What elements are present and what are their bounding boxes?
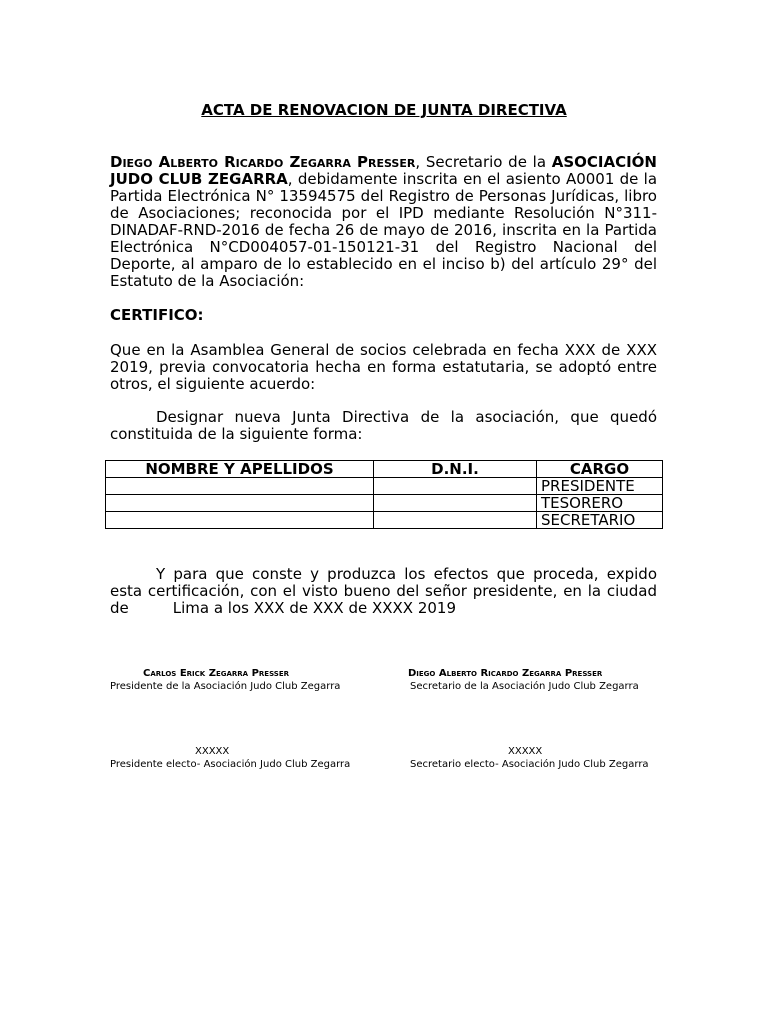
cell-dni — [374, 512, 537, 529]
secretary-role: Secretario de la Asociación Judo Club Zegarra — [410, 681, 639, 692]
cell-dni — [374, 478, 537, 495]
association-name: ASOCIACIÓN JUDO CLUB ZEGARRA — [110, 153, 657, 188]
cell-cargo: SECRETARIO — [537, 512, 663, 529]
certifico-heading: CERTIFICO: — [110, 306, 204, 324]
secretary-elect-name: XXXXX — [508, 746, 543, 757]
closing-place-date: Lima a los XXX de XXX de XXXX 2019 — [172, 599, 457, 617]
signature-secretary-elect — [410, 745, 670, 771]
cell-name — [106, 495, 374, 512]
secretary-sig-name: Diego Alberto Ricardo Zegarra Presser — [408, 668, 603, 679]
cell-cargo: TESORERO — [537, 495, 663, 512]
header-name: NOMBRE Y APELLIDOS — [106, 461, 374, 478]
signature-secretary — [408, 667, 668, 693]
assembly-paragraph: Que en la Asamblea General de socios celebrada en fecha XXX de XXX 2019, previa convocatoria hecha en forma estatutaria, se adoptó entre otros, el siguiente acuerdo: — [110, 341, 657, 393]
header-dni: D.N.I. — [374, 461, 537, 478]
signature-president-elect — [110, 745, 360, 771]
table-row — [106, 478, 663, 495]
president-name: Carlos Erick Zegarra Presser — [143, 668, 290, 679]
signature-president — [110, 667, 350, 693]
intro-text-1: , Secretario de la — [415, 153, 552, 171]
table-header-row — [106, 461, 663, 478]
table-row — [106, 495, 663, 512]
closing-text: Y para que conste y produzca los efectos que proceda, expido esta certificación, con el visto bueno del señor presidente, en la ciudad de — [110, 565, 657, 617]
cell-cargo: PRESIDENTE — [537, 478, 663, 495]
cell-dni — [374, 495, 537, 512]
secretary-elect-role: Secretario electo- Asociación Judo Club Zegarra — [410, 759, 649, 770]
closing-paragraph — [110, 566, 657, 617]
intro-paragraph — [110, 154, 657, 290]
president-role: Presidente de la Asociación Judo Club Zegarra — [110, 681, 341, 692]
cell-name — [106, 478, 374, 495]
intro-text-2: , debidamente inscrita en el asiento A0001 de la Partida Electrónica N° 13594575 del Registro de Personas Jurídicas, libro de Asociaciones; reconocida por el IPD mediante Resolución N°311-DINADAF-RND-2016 de fecha 26 de mayo de 2016, inscrita en la Partida Electrónica N°CD004057-01-150121-31 del Registro Nacional del Deporte, al amparo de lo establecido en el inciso b) del artículo 29° del Estatuto de la Asociación: — [110, 170, 658, 290]
cell-name — [106, 512, 374, 529]
document-title: ACTA DE RENOVACION DE JUNTA DIRECTIVA — [201, 101, 567, 119]
president-elect-role: Presidente electo- Asociación Judo Club Zegarra — [110, 759, 351, 770]
header-cargo: CARGO — [537, 461, 663, 478]
board-members-table — [105, 460, 663, 529]
president-elect-name: XXXXX — [195, 746, 230, 757]
secretary-name: Diego Alberto Ricardo Zegarra Presser — [110, 153, 416, 171]
table-row — [106, 512, 663, 529]
agreement-paragraph: Designar nueva Junta Directiva de la asociación, que quedó constituida de la siguiente forma: — [110, 408, 657, 443]
